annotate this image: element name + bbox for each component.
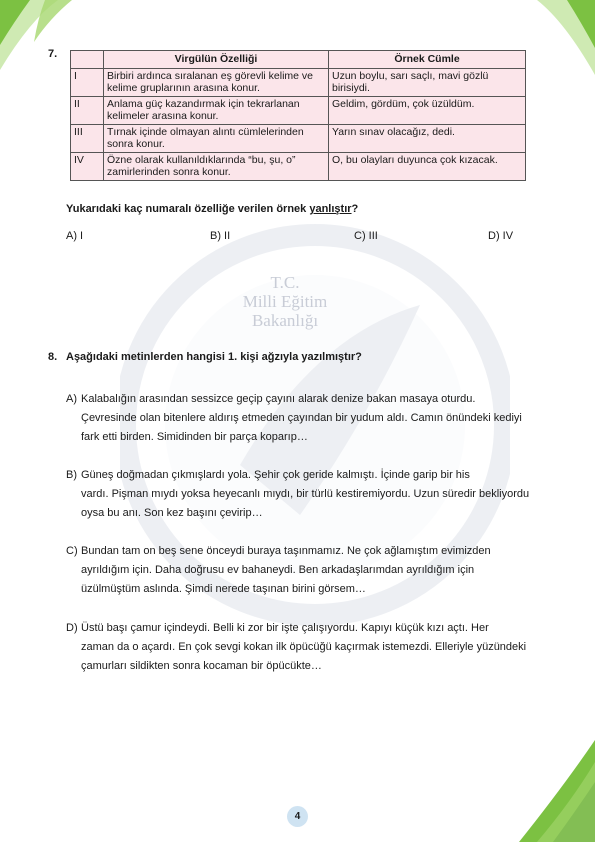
table-row: [71, 152, 526, 180]
row-number: I: [71, 68, 104, 96]
table-header-cell: Örnek Cümle: [329, 51, 526, 69]
leaf-decoration-top-left-icon: [0, 0, 80, 90]
leaf-decoration-bottom-right-icon: [475, 732, 595, 842]
comma-features-table: [70, 50, 526, 181]
row-number: IV: [71, 152, 104, 180]
feature-cell: Tırnak içinde olmayan alıntı cümlelerinden sonra konur.: [104, 124, 329, 152]
question-7-text: Yukarıdaki kaç numaralı özelliğe verilen örnek yanlıştır?: [66, 203, 359, 215]
example-cell: Yarın sınav olacağız, dedi.: [329, 124, 526, 152]
question-7-number: 7.: [48, 48, 58, 60]
option-c-text[interactable]: C) Bundan tam on beş sene önceydi buraya taşınmamız. Ne çok ağlamıştım evimizden ayrıldığım için. Daha doğrusu ev bahaneydi. Ben arkadaşlarımdan ayrıldığım için üzülmüştüm aslında. Şimdi nerede taşınan birini görsem…: [66, 545, 491, 596]
option-d[interactable]: D) IV: [488, 230, 514, 242]
question-8-number: 8.: [48, 351, 58, 363]
question-8-text: Aşağıdaki metinlerden hangisi 1. kişi ağzıyla yazılmıştır?: [66, 351, 362, 363]
feature-cell: Özne olarak kullanıldıklarında “bu, şu, o” zamirlerinden sonra konur.: [104, 152, 329, 180]
table-header-cell: [71, 51, 104, 69]
feature-cell: Birbiri ardınca sıralanan eş görevli kelime ve kelime gruplarının arasına konur.: [104, 68, 329, 96]
option-b[interactable]: B) II: [210, 230, 231, 242]
option-c[interactable]: C) III: [354, 230, 378, 242]
example-cell: Uzun boylu, sarı saçlı, mavi gözlü birisiydi.: [329, 68, 526, 96]
watermark-text: T.C. Milli Eğitim Bakanlığı: [242, 273, 328, 330]
table-row: [71, 68, 526, 96]
leaf-decoration-top-right-icon: [515, 0, 595, 90]
underlined-keyword: yanlıştır: [309, 203, 352, 215]
option-a-text[interactable]: A) Kalabalığın arasından sessizce geçip çayını alarak denize bakan masaya oturdu. Çevresinde olan bitenlere aldırış etmeden çayından bir yudum aldı. Camın önündeki kediyi fark etti birden. Simidinden bir parça koparıp…: [66, 393, 522, 444]
option-b-text[interactable]: B) Güneş doğmadan çıkmışlardı yola. Şehir çok geride kalmıştı. İçinde garip bir his vardı. Pişman mıydı yoksa heyecanlı mıydı, bir türlü kestiremiyordu. Uzun süredir bekliyordu oysa bu anı. Son kez başını çevirip…: [66, 469, 530, 520]
table-header-cell: Virgülün Özelliği: [104, 51, 329, 69]
option-a[interactable]: A) I: [66, 230, 84, 242]
option-d-text[interactable]: D) Üstü başı çamur içindeydi. Belli ki zor bir işte çalışıyordu. Kapıyı küçük kızı açtı. Her zaman da o açardı. En çok sevgi kokan ilk öpücüğü kaçırmak istemezdi. Elleriyle yüzündeki çamurları sildikten sonra kocaman bir öpücükte…: [66, 622, 527, 673]
row-number: III: [71, 124, 104, 152]
example-cell: Geldim, gördüm, çok üzüldüm.: [329, 96, 526, 124]
table-row: [71, 96, 526, 124]
feature-cell: Anlama güç kazandırmak için tekrarlanan kelimeler arasına konur.: [104, 96, 329, 124]
table-row: [71, 124, 526, 152]
example-cell: O, bu olayları duyunca çok kızacak.: [329, 152, 526, 180]
page-number: 4: [287, 806, 308, 827]
table-header-row: [71, 51, 526, 69]
row-number: II: [71, 96, 104, 124]
